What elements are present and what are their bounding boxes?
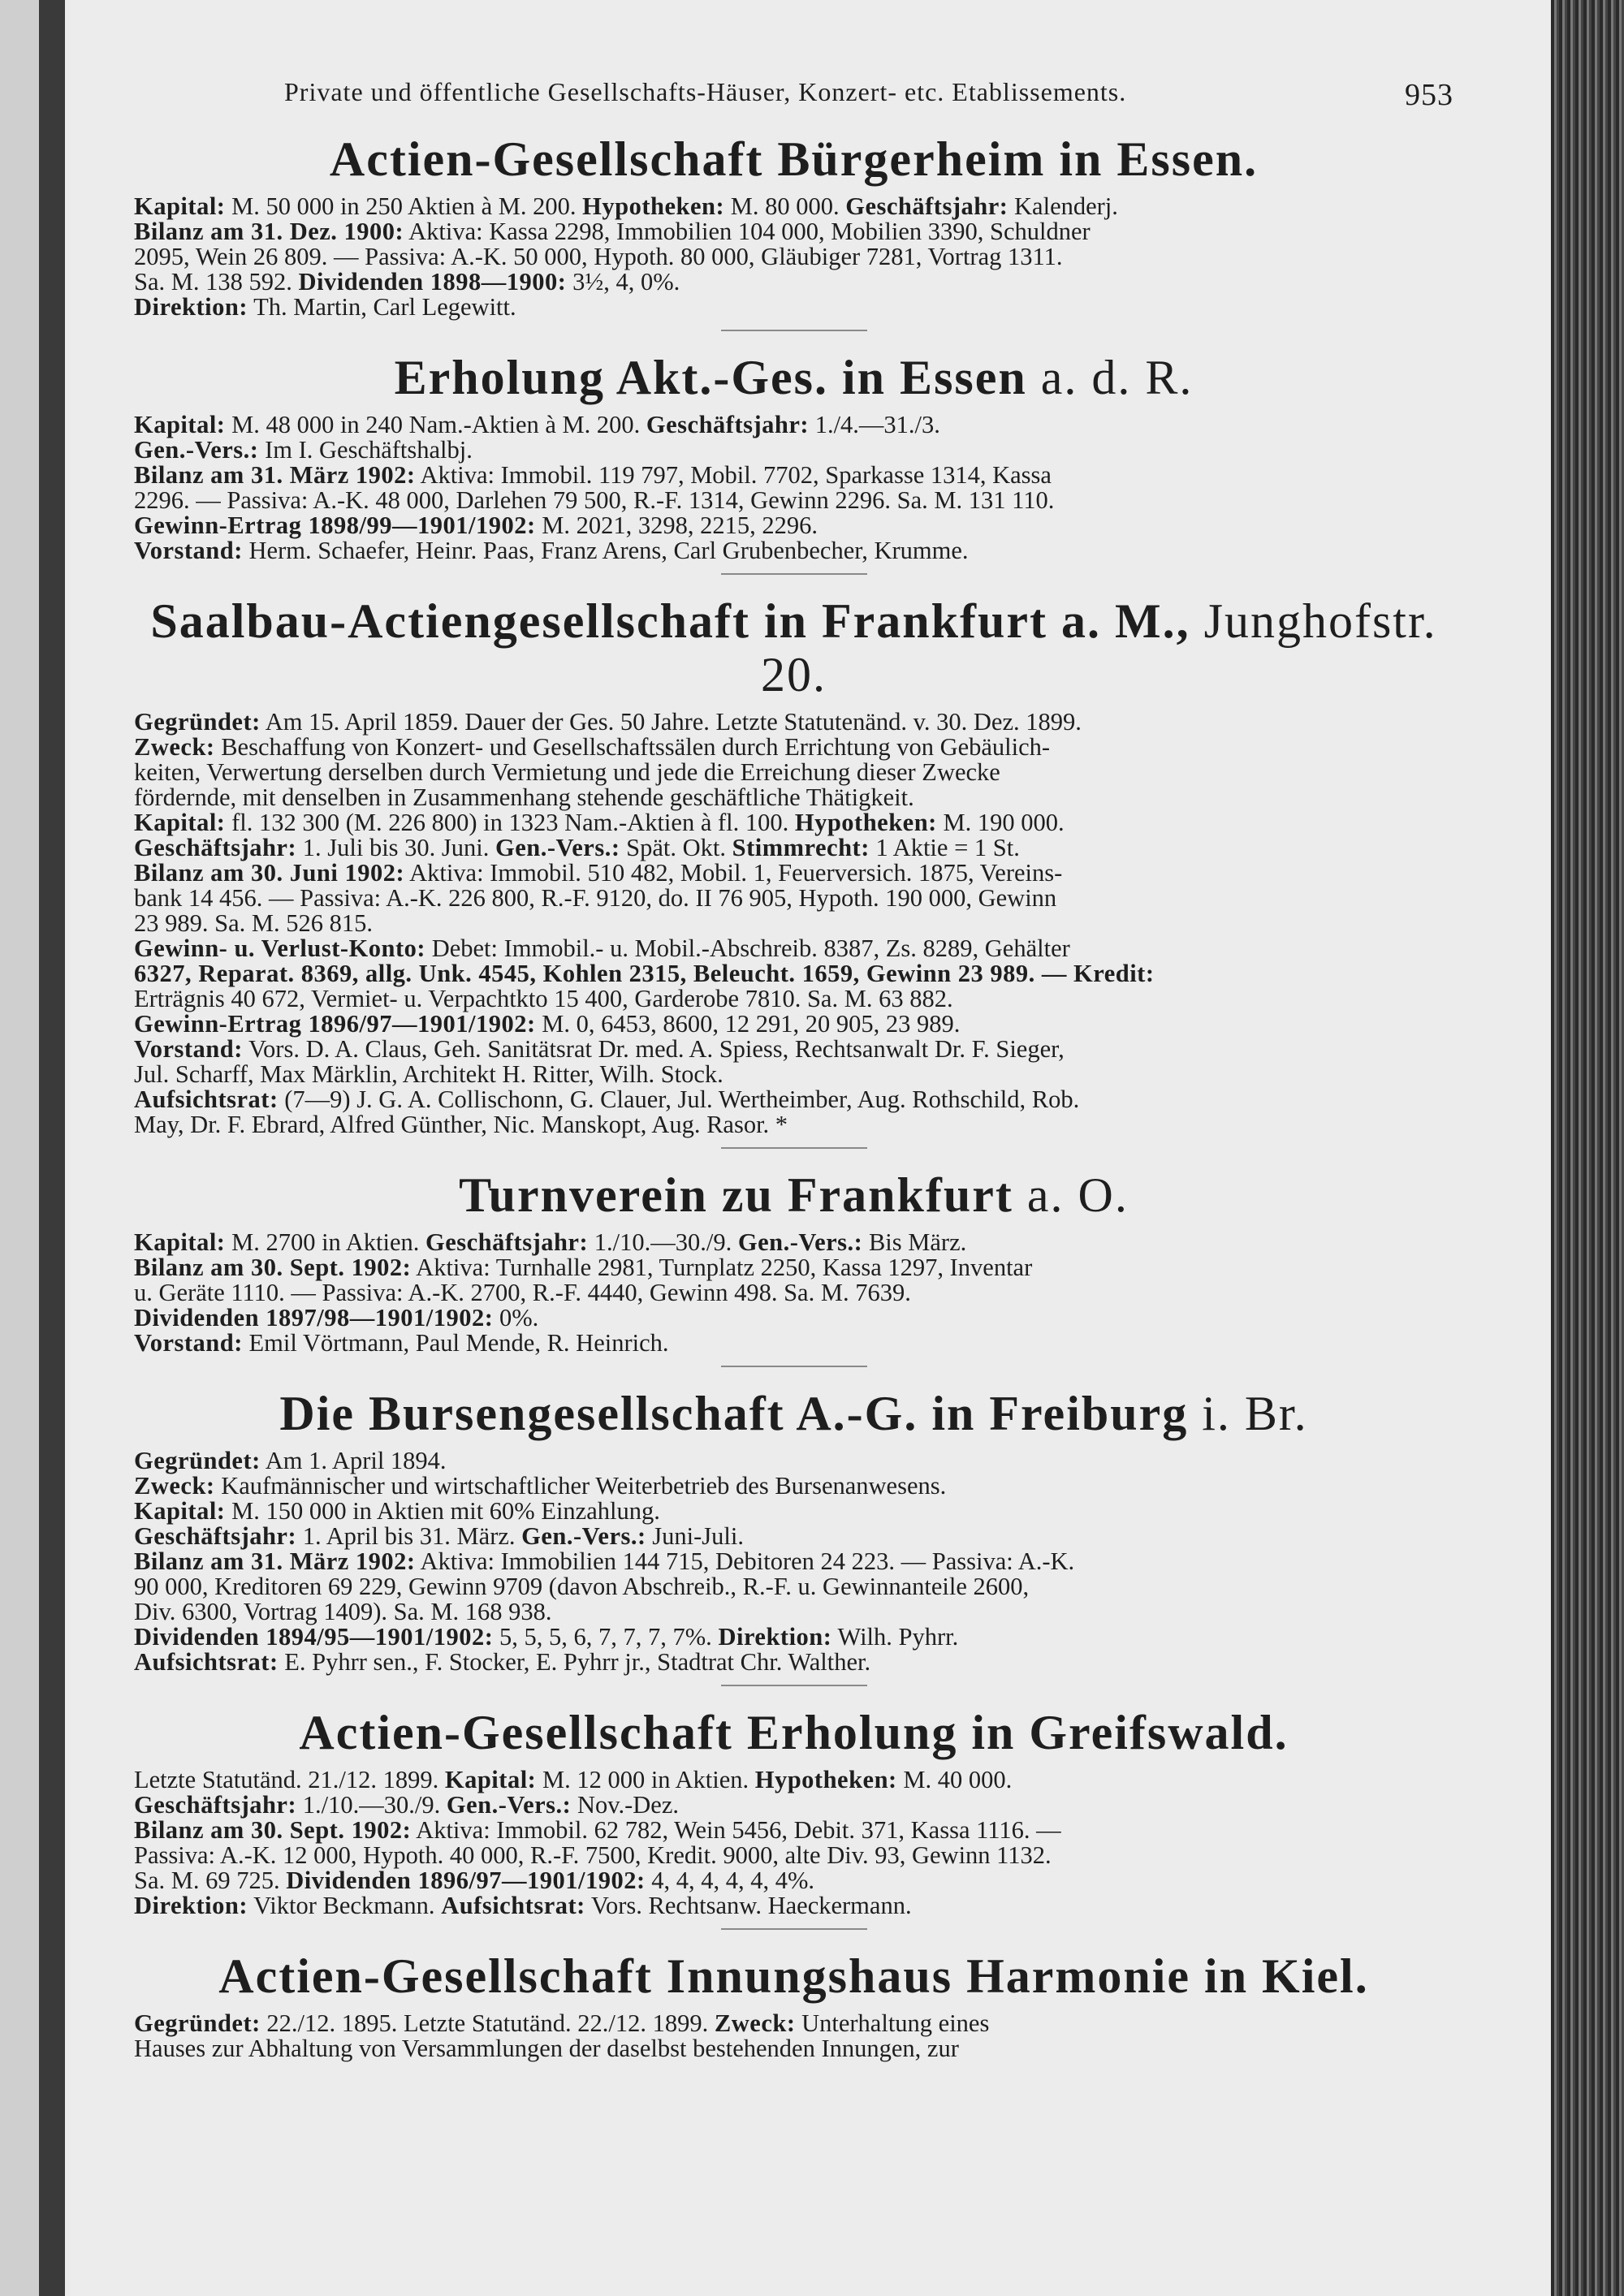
- field-label: Gen.-Vers.:: [737, 1228, 863, 1256]
- field-label: Vorstand:: [134, 537, 243, 564]
- field-value: Emil Vörtmann, Paul Mende, R. Heinrich.: [242, 1329, 669, 1357]
- entry-line: [134, 1524, 1453, 1549]
- field-label: Hypotheken:: [794, 809, 937, 836]
- field-value: Juni-Juli.: [646, 1522, 744, 1550]
- field-label: 6327, Reparat. 8369, allg. Unk. 4545, Kohlen 2315, Beleucht. 1659, Gewinn 23 989. — Kredit:: [134, 960, 1155, 987]
- field-value: Bis März.: [862, 1228, 967, 1256]
- field-value: Aktiva: Immobil. 62 782, Wein 5456, Debit. 371, Kassa 1116. —: [411, 1816, 1061, 1844]
- field-label: Geschäftsjahr:: [134, 1522, 297, 1550]
- field-value: M. 2700 in Aktien.: [225, 1228, 425, 1256]
- field-value: 1. Juli bis 30. Juni.: [296, 834, 496, 861]
- entry-title: [134, 1387, 1453, 1440]
- field-value: Viktor Beckmann.: [248, 1892, 442, 1919]
- entry-line: [134, 1331, 1453, 1356]
- field-label: Gen.-Vers.:: [446, 1791, 572, 1819]
- field-value: Spät. Okt.: [620, 834, 732, 861]
- running-head: [134, 77, 1453, 113]
- field-value: Erträgnis 40 672, Vermiet- u. Verpachtkto 15 400, Garderobe 7810. Sa. M. 63 882.: [134, 985, 953, 1012]
- field-value: Aktiva: Immobil. 510 482, Mobil. 1, Feuerversich. 1875, Vereins-: [404, 859, 1063, 887]
- entry-line: [134, 835, 1453, 861]
- field-value: Am 1. April 1894.: [260, 1447, 447, 1474]
- entry-line: [134, 1112, 1453, 1137]
- field-label: Gewinn-Ertrag 1898/99—1901/1902:: [134, 511, 536, 539]
- field-label: Kapital:: [134, 1497, 226, 1525]
- field-value: M. 48 000 in 240 Nam.-Aktien à M. 200.: [225, 411, 646, 438]
- field-value: E. Pyhrr sen., F. Stocker, E. Pyhrr jr., Stadtrat Chr. Walther.: [278, 1648, 871, 1676]
- page-stack-edge: [1551, 0, 1624, 2296]
- field-label: Geschäftsjahr:: [425, 1228, 589, 1256]
- entry-line: [134, 1549, 1453, 1574]
- entry-line: [134, 1499, 1453, 1524]
- entry-title-suffix: Junghofstr. 20.: [761, 594, 1437, 701]
- field-value: Beschaffung von Konzert- und Gesellschaftssälen durch Errichtung von Gebäulich-: [214, 733, 1051, 761]
- field-value: fördernde, mit denselben in Zusammenhang stehende geschäftliche Thätigkeit.: [134, 783, 914, 811]
- entry-line: [134, 710, 1453, 735]
- entry-title: [134, 351, 1453, 404]
- entry-line: [134, 760, 1453, 785]
- entry-line: [134, 936, 1453, 961]
- field-label: Bilanz am 30. Juni 1902:: [134, 859, 405, 887]
- field-value: Th. Martin, Carl Legewitt.: [248, 293, 516, 321]
- field-label: Kapital:: [134, 411, 226, 438]
- field-label: Bilanz am 31. März 1902:: [134, 1547, 416, 1575]
- field-value: 90 000, Kreditoren 69 229, Gewinn 9709 (davon Abschreib., R.-F. u. Gewinnanteile 2600,: [134, 1573, 1030, 1600]
- field-label: Gen.-Vers.:: [134, 436, 259, 464]
- entry-line: [134, 986, 1453, 1012]
- field-label: Gegründet:: [134, 2009, 261, 2037]
- field-label: Gegründet:: [134, 1447, 261, 1474]
- field-value: Hauses zur Abhaltung von Versammlungen der daselbst bestehenden Innungen, zur: [134, 2035, 959, 2062]
- entry-line: [134, 1893, 1453, 1918]
- company-entry: [134, 351, 1453, 575]
- field-value: M. 50 000 in 250 Aktien à M. 200.: [225, 192, 583, 220]
- entry-line: [134, 463, 1453, 488]
- entry-title-suffix: i. Br.: [1188, 1387, 1308, 1440]
- company-entry: [134, 594, 1453, 1149]
- entry-line: [134, 1037, 1453, 1062]
- entry-line: [134, 1255, 1453, 1280]
- field-value: 1. April bis 31. März.: [296, 1522, 522, 1550]
- field-value: M. 2021, 3298, 2215, 2296.: [535, 511, 818, 539]
- field-value: bank 14 456. — Passiva: A.-K. 226 800, R.-F. 9120, do. II 76 905, Hypoth. 190 000, Gewinn: [134, 884, 1057, 912]
- field-value: 22./12. 1895. Letzte Statutänd. 22./12. 1899.: [260, 2009, 715, 2037]
- entry-title: [134, 594, 1453, 701]
- entry-line: [134, 1625, 1453, 1650]
- entry-line: [134, 412, 1453, 438]
- field-value: Vors. Rechtsanw. Haeckermann.: [585, 1892, 912, 1919]
- entry-divider: [721, 573, 867, 575]
- field-label: Kapital:: [444, 1766, 537, 1793]
- entry-line: [134, 1574, 1453, 1599]
- entry-line: [134, 861, 1453, 886]
- field-label: Aufsichtsrat:: [134, 1648, 279, 1676]
- entry-line: [134, 1767, 1453, 1793]
- field-value: 5, 5, 5, 6, 7, 7, 7, 7%.: [493, 1623, 719, 1651]
- entry-title-text: Actien-Gesellschaft Innungshaus Harmonie in Kiel.: [218, 1949, 1369, 2003]
- entry-line: [134, 1012, 1453, 1037]
- field-value: May, Dr. F. Ebrard, Alfred Günther, Nic. Manskopt, Aug. Rasor. *: [134, 1111, 788, 1138]
- entry-title-text: Erholung Akt.-Ges. in Essen: [394, 351, 1027, 404]
- field-label: Direktion:: [718, 1623, 832, 1651]
- field-value: M. 40 000.: [896, 1766, 1013, 1793]
- entry-title: [134, 132, 1453, 186]
- field-value: M. 0, 6453, 8600, 12 291, 20 905, 23 989.: [535, 1010, 961, 1038]
- field-value: Debet: Immobil.- u. Mobil.-Abschreib. 8387, Zs. 8289, Gehälter: [425, 934, 1070, 962]
- entry-line: [134, 1650, 1453, 1675]
- entry-line: [134, 1474, 1453, 1499]
- company-entry: [134, 132, 1453, 331]
- field-label: Geschäftsjahr:: [646, 411, 810, 438]
- scan-left-margin: [0, 0, 39, 2296]
- field-label: Dividenden 1894/95—1901/1902:: [134, 1623, 494, 1651]
- field-value: Im I. Geschäftshalbj.: [258, 436, 473, 464]
- entry-line: [134, 961, 1453, 986]
- field-label: Geschäftsjahr:: [845, 192, 1009, 220]
- entry-line: [134, 488, 1453, 513]
- entry-line: [134, 785, 1453, 810]
- field-value: Aktiva: Immobil. 119 797, Mobil. 7702, Sparkasse 1314, Kassa: [415, 461, 1052, 489]
- entry-title-text: Actien-Gesellschaft Bürgerheim in Essen.: [329, 132, 1259, 186]
- entry-line: [134, 194, 1453, 219]
- field-label: Gegründet:: [134, 708, 261, 736]
- field-value: Aktiva: Immobilien 144 715, Debitoren 24 223. — Passiva: A.-K.: [415, 1547, 1075, 1575]
- field-label: Bilanz am 31. Dez. 1900:: [134, 218, 404, 245]
- page-content: [134, 77, 1453, 2061]
- field-label: Vorstand:: [134, 1329, 243, 1357]
- field-label: Gewinn-Ertrag 1896/97—1901/1902:: [134, 1010, 536, 1038]
- field-value: 1./4.—31./3.: [809, 411, 940, 438]
- field-label: Zweck:: [134, 733, 215, 761]
- entry-line: [134, 735, 1453, 760]
- entry-line: [134, 1230, 1453, 1255]
- field-label: Dividenden 1898—1900:: [298, 268, 567, 296]
- field-label: Dividenden 1896/97—1901/1902:: [286, 1867, 646, 1894]
- document-page: [65, 0, 1551, 2296]
- field-value: 4, 4, 4, 4, 4, 4%.: [645, 1867, 815, 1894]
- company-entry: [134, 1168, 1453, 1367]
- entry-title: [134, 1949, 1453, 2003]
- entry-list: [134, 132, 1453, 2061]
- scan-binding-shadow: [39, 0, 65, 2296]
- entry-line: [134, 538, 1453, 563]
- entry-title: [134, 1168, 1453, 1222]
- entry-line: [134, 810, 1453, 835]
- field-value: Aktiva: Turnhalle 2981, Turnplatz 2250, Kassa 1297, Inventar: [411, 1254, 1033, 1281]
- field-label: Geschäftsjahr:: [134, 834, 297, 861]
- field-value: keiten, Verwertung derselben durch Vermietung und jede die Erreichung dieser Zwecke: [134, 758, 1000, 786]
- entry-divider: [721, 1147, 867, 1149]
- field-label: Aufsichtsrat:: [134, 1085, 279, 1113]
- entry-divider: [721, 1685, 867, 1686]
- entry-title-text: Saalbau-Actiengesellschaft in Frankfurt a. M.,: [150, 594, 1190, 648]
- entry-line: [134, 295, 1453, 320]
- field-value: Jul. Scharff, Max Märklin, Architekt H. Ritter, Wilh. Stock.: [134, 1060, 723, 1088]
- field-value: Nov.-Dez.: [571, 1791, 679, 1819]
- entry-line: [134, 244, 1453, 270]
- running-title: Private und öffentliche Gesellschafts-Häuser, Konzert- etc. Etablissements.: [284, 77, 1127, 106]
- field-label: Stimmrecht:: [732, 834, 870, 861]
- field-value: Passiva: A.-K. 12 000, Hypoth. 40 000, R.-F. 7500, Kredit. 9000, alte Div. 93, Gewinn 1132.: [134, 1841, 1052, 1869]
- field-value: M. 80 000.: [724, 192, 846, 220]
- field-value: Sa. M. 69 725.: [134, 1867, 287, 1894]
- field-label: Direktion:: [134, 1892, 248, 1919]
- field-value: Herm. Schaefer, Heinr. Paas, Franz Arens, Carl Grubenbecher, Krumme.: [242, 537, 969, 564]
- field-label: Bilanz am 31. März 1902:: [134, 461, 416, 489]
- entry-line: [134, 1793, 1453, 1818]
- entry-title-text: Die Bursengesellschaft A.-G. in Freiburg: [279, 1387, 1189, 1440]
- entry-line: [134, 911, 1453, 936]
- entry-line: [134, 886, 1453, 911]
- entry-line: [134, 1087, 1453, 1112]
- field-value: M. 190 000.: [936, 809, 1065, 836]
- field-value: 23 989. Sa. M. 526 815.: [134, 909, 373, 937]
- field-value: Sa. M. 138 592.: [134, 268, 299, 296]
- field-label: Kapital:: [134, 809, 226, 836]
- field-label: Dividenden 1897/98—1901/1902:: [134, 1304, 494, 1331]
- field-value: 2095, Wein 26 809. — Passiva: A.-K. 50 000, Hypoth. 80 000, Gläubiger 7281, Vortrag 1311.: [134, 243, 1063, 270]
- field-label: Geschäftsjahr:: [134, 1791, 297, 1819]
- field-value: Aktiva: Kassa 2298, Immobilien 104 000, Mobilien 3390, Schuldner: [404, 218, 1091, 245]
- entry-divider: [721, 1928, 867, 1930]
- field-value: M. 150 000 in Aktien mit 60% Einzahlung.: [225, 1497, 660, 1525]
- company-entry: [134, 1387, 1453, 1686]
- field-value: Am 15. April 1859. Dauer der Ges. 50 Jahre. Letzte Statutenänd. v. 30. Dez. 1899.: [260, 708, 1082, 736]
- field-label: Zweck:: [134, 1472, 215, 1500]
- field-value: u. Geräte 1110. — Passiva: A.-K. 2700, R.-F. 4440, Gewinn 498. Sa. M. 7639.: [134, 1279, 911, 1306]
- field-value: Kalenderj.: [1008, 192, 1118, 220]
- entry-title-text: Turnverein zu Frankfurt: [459, 1168, 1013, 1222]
- entry-line: [134, 1843, 1453, 1868]
- field-value: M. 12 000 in Aktien.: [536, 1766, 755, 1793]
- entry-line: [134, 1280, 1453, 1306]
- field-value: (7—9) J. G. A. Collischonn, G. Clauer, Jul. Wertheimber, Aug. Rothschild, Rob.: [278, 1085, 1080, 1113]
- field-label: Kapital:: [134, 192, 226, 220]
- entry-title-suffix: a. d. R.: [1026, 351, 1194, 404]
- field-value: 3½, 4, 0%.: [566, 268, 680, 296]
- entry-line: [134, 1818, 1453, 1843]
- field-value: 2296. — Passiva: A.-K. 48 000, Darlehen 79 500, R.-F. 1314, Gewinn 2296. Sa. M. 131 110.: [134, 486, 1055, 514]
- entry-line: [134, 219, 1453, 244]
- field-label: Bilanz am 30. Sept. 1902:: [134, 1816, 412, 1844]
- entry-line: [134, 2011, 1453, 2036]
- field-label: Bilanz am 30. Sept. 1902:: [134, 1254, 412, 1281]
- entry-line: [134, 1306, 1453, 1331]
- field-label: Vorstand:: [134, 1035, 243, 1063]
- company-entry: [134, 1949, 1453, 2061]
- page-number: 953: [1405, 78, 1453, 112]
- entry-divider: [721, 330, 867, 331]
- entry-title: [134, 1706, 1453, 1759]
- field-label: Zweck:: [714, 2009, 796, 2037]
- entry-line: [134, 2036, 1453, 2061]
- entry-line: [134, 270, 1453, 295]
- entry-title-text: Actien-Gesellschaft Erholung in Greifswald.: [299, 1706, 1289, 1759]
- field-label: Hypotheken:: [582, 192, 725, 220]
- field-value: 1./10.—30./9.: [588, 1228, 738, 1256]
- company-entry: [134, 1706, 1453, 1930]
- field-label: Aufsichtsrat:: [441, 1892, 585, 1919]
- field-label: Gewinn- u. Verlust-Konto:: [134, 934, 426, 962]
- field-value: Div. 6300, Vortrag 1409). Sa. M. 168 938.: [134, 1598, 552, 1625]
- entry-divider: [721, 1366, 867, 1367]
- entry-title-suffix: a. O.: [1013, 1168, 1129, 1222]
- entry-line: [134, 1448, 1453, 1474]
- field-value: Letzte Statutänd. 21./12. 1899.: [134, 1766, 445, 1793]
- entry-line: [134, 513, 1453, 538]
- field-label: Kapital:: [134, 1228, 226, 1256]
- field-value: 1./10.—30./9.: [296, 1791, 447, 1819]
- field-value: fl. 132 300 (M. 226 800) in 1323 Nam.-Aktien à fl. 100.: [225, 809, 795, 836]
- field-label: Gen.-Vers.:: [521, 1522, 646, 1550]
- entry-line: [134, 1062, 1453, 1087]
- entry-line: [134, 1599, 1453, 1625]
- field-value: Vors. D. A. Claus, Geh. Sanitätsrat Dr. med. A. Spiess, Rechtsanwalt Dr. F. Sieger,: [242, 1035, 1065, 1063]
- field-value: Kaufmännischer und wirtschaftlicher Weiterbetrieb des Bursenanwesens.: [214, 1472, 947, 1500]
- field-value: Unterhaltung eines: [795, 2009, 990, 2037]
- entry-line: [134, 438, 1453, 463]
- field-value: 0%.: [493, 1304, 539, 1331]
- field-label: Hypotheken:: [754, 1766, 897, 1793]
- entry-line: [134, 1868, 1453, 1893]
- field-label: Direktion:: [134, 293, 248, 321]
- field-value: 1 Aktie = 1 St.: [869, 834, 1020, 861]
- field-label: Gen.-Vers.:: [495, 834, 620, 861]
- field-value: Wilh. Pyhrr.: [831, 1623, 959, 1651]
